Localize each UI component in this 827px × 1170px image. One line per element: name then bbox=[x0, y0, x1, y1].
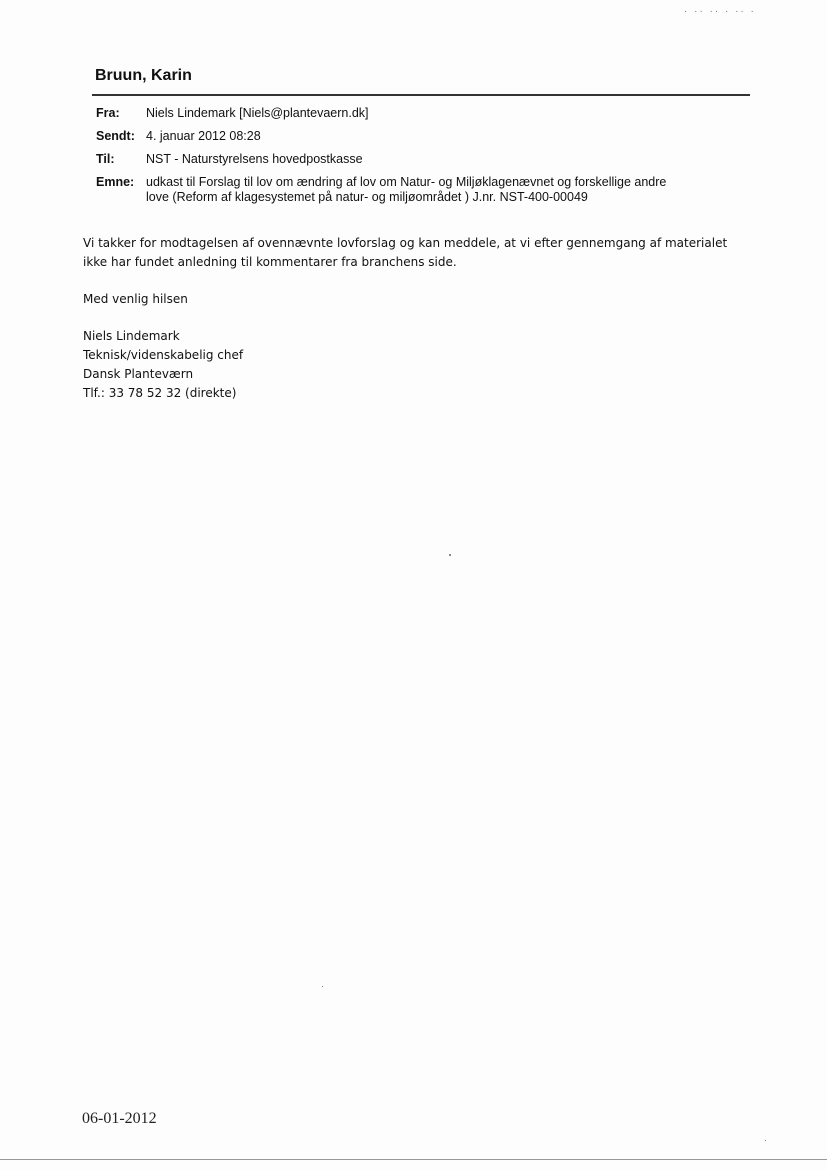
body-paragraph bbox=[83, 234, 763, 272]
sent-value: 4. januar 2012 08:28 bbox=[146, 129, 261, 143]
meta-value-subject bbox=[146, 175, 736, 205]
email-body bbox=[83, 234, 763, 403]
meta-value-to bbox=[146, 152, 736, 167]
signature-title: Teknisk/videnskabelig chef bbox=[83, 348, 244, 362]
signature-phone: Tlf.: 33 78 52 32 (direkte) bbox=[83, 386, 237, 400]
signature-block bbox=[83, 327, 763, 403]
page-number-mark: · ·· ·· · ·· · bbox=[684, 6, 756, 17]
email-meta-block bbox=[96, 106, 736, 205]
to-value: NST - Naturstyrelsens hovedpostkasse bbox=[146, 152, 363, 166]
sender-header: Bruun, Karin bbox=[95, 67, 192, 84]
subject-line-2: love (Reform af klagesystemet på natur- og miljøområdet ) J.nr. NST-400-00049 bbox=[146, 190, 588, 204]
body-line-2: ikke har fundet anledning til kommentarer fra branchens side. bbox=[83, 255, 457, 269]
closing-salutation: Med venlig hilsen bbox=[83, 292, 188, 306]
header-divider bbox=[92, 94, 750, 96]
body-line-1: Vi takker for modtagelsen af ovennævnte lovforslag og kan meddele, at vi efter gennemgang af materialet bbox=[83, 236, 728, 250]
meta-label-sent: Sendt: bbox=[96, 129, 135, 143]
scan-speck bbox=[765, 1140, 766, 1141]
meta-label-subject: Emne: bbox=[96, 175, 135, 189]
meta-row-subject bbox=[96, 175, 736, 205]
meta-label-to: Til: bbox=[96, 152, 115, 166]
meta-value-from bbox=[146, 106, 736, 121]
meta-label-from: Fra: bbox=[96, 106, 120, 120]
signature-name: Niels Lindemark bbox=[83, 329, 180, 343]
meta-row-to bbox=[96, 152, 736, 167]
meta-row-sent bbox=[96, 129, 736, 144]
scan-speck bbox=[322, 986, 323, 987]
meta-value-sent bbox=[146, 129, 736, 144]
date-stamp: 06-01-2012 bbox=[82, 1110, 157, 1127]
subject-line-1: udkast til Forslag til lov om ændring af lov om Natur- og Miljøklagenævnet og forskellige andre bbox=[146, 175, 667, 189]
scan-speck bbox=[449, 554, 451, 556]
bottom-scan-edge bbox=[0, 1159, 827, 1160]
signature-company: Dansk Planteværn bbox=[83, 367, 194, 381]
from-value: Niels Lindemark [Niels@plantevaern.dk] bbox=[146, 106, 369, 120]
meta-row-from bbox=[96, 106, 736, 121]
